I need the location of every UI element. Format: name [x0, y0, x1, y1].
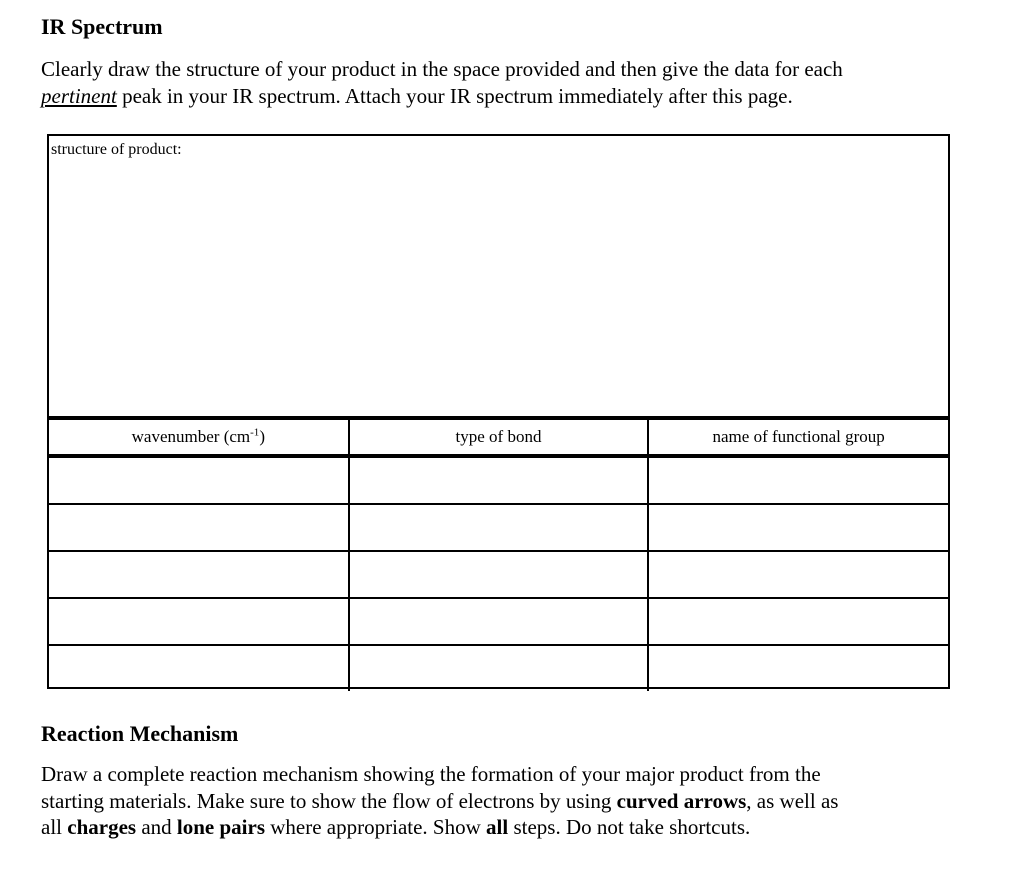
mechanism-line3-g: steps. Do not take shortcuts.: [508, 815, 751, 839]
charges-emphasis: charges: [67, 815, 137, 839]
bond-type-cell[interactable]: [349, 645, 649, 691]
wavenumber-header-close: ): [259, 427, 265, 446]
ir-peak-table: [49, 416, 948, 691]
mechanism-line3-a: all: [41, 815, 68, 839]
mechanism-line3-e: where appropriate. Show: [265, 815, 487, 839]
wavenumber-cell[interactable]: [49, 645, 349, 691]
wavenumber-column-header: [49, 418, 349, 456]
structure-drawing-area[interactable]: [49, 136, 948, 416]
bond-type-cell[interactable]: [349, 456, 649, 504]
table-row: [49, 645, 948, 691]
ir-spectrum-heading: IR Spectrum: [41, 14, 163, 39]
mechanism-line2-a: starting materials. Make sure to show the flow of electrons by using: [41, 788, 617, 813]
functional-group-cell[interactable]: [648, 456, 948, 504]
bond-type-cell[interactable]: [349, 598, 649, 645]
ir-instructions-line2: [41, 83, 843, 110]
functional-group-cell[interactable]: [648, 645, 948, 691]
bond-type-cell[interactable]: [349, 551, 649, 598]
ir-instructions-line2-rest: peak in your IR spectrum. Attach your IR spectrum immediately after this page.: [116, 83, 793, 108]
lone-pairs-emphasis: lone pairs: [176, 815, 265, 839]
table-row: [49, 504, 948, 551]
pertinent-emphasis: pertinent: [41, 83, 117, 108]
answer-sheet: [47, 134, 950, 689]
mechanism-instructions-line1: Draw a complete reaction mechanism showing the formation of your major product from the: [41, 762, 821, 786]
bond-type-column-header: type of bond: [349, 418, 649, 456]
ir-instructions-line1: Clearly draw the structure of your product in the space provided and then give the data for each: [41, 57, 843, 81]
reaction-mechanism-heading: Reaction Mechanism: [41, 721, 239, 746]
wavenumber-cell[interactable]: [49, 456, 349, 504]
table-row: [49, 456, 948, 504]
functional-group-cell[interactable]: [648, 551, 948, 598]
wavenumber-unit-superscript: -1: [250, 426, 260, 439]
ir-table-header-row: [49, 418, 948, 456]
table-row: [49, 551, 948, 598]
mechanism-instructions-line2: [41, 788, 838, 815]
all-emphasis: all: [486, 815, 509, 839]
mechanism-line3-c: and: [136, 815, 177, 839]
wavenumber-cell[interactable]: [49, 598, 349, 645]
curved-arrows-emphasis: curved arrows: [616, 788, 747, 813]
bond-type-cell[interactable]: [349, 504, 649, 551]
wavenumber-cell[interactable]: [49, 551, 349, 598]
wavenumber-cell[interactable]: [49, 504, 349, 551]
wavenumber-header-text: wavenumber (cm: [131, 427, 251, 446]
mechanism-line2-c: , as well as: [746, 788, 839, 813]
functional-group-cell[interactable]: [648, 504, 948, 551]
mechanism-instructions: [41, 761, 838, 841]
structure-label: structure of product:: [51, 141, 182, 158]
functional-group-cell[interactable]: [648, 598, 948, 645]
functional-group-column-header: name of functional group: [648, 418, 948, 456]
ir-instructions: [41, 56, 843, 109]
table-row: [49, 598, 948, 645]
mechanism-instructions-line3: [41, 814, 838, 841]
